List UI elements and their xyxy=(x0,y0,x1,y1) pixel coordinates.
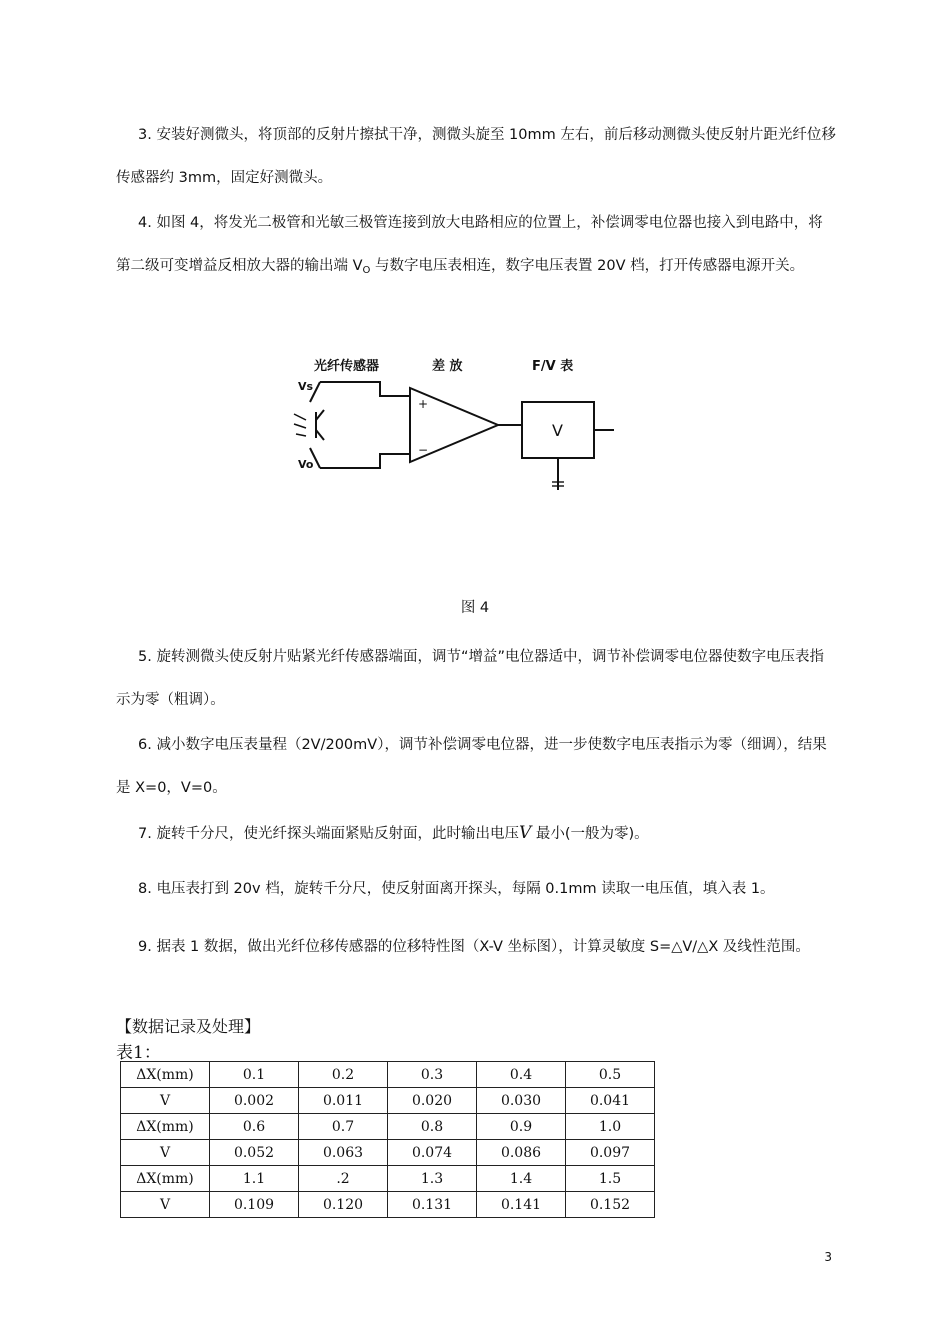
step-5-text: 5. 旋转测微头使反射片贴紧光纤传感器端面，调节“增益”电位器适中，调节补偿调零电位器使数字电压表指示为零（粗调）。 xyxy=(116,649,824,708)
step-7 xyxy=(116,812,836,856)
meter-symbol: V xyxy=(552,421,563,440)
step-7-text-a: 7. 旋转千分尺，使光纤探头端面紧贴反射面，此时输出电压 xyxy=(138,826,519,842)
table-cell: .2 xyxy=(299,1166,388,1192)
amp-minus-sign: − xyxy=(418,443,429,457)
page-number: 3 xyxy=(824,1250,832,1264)
step-3 xyxy=(116,114,836,200)
step-4 xyxy=(116,202,836,292)
label-vs-top: Vs xyxy=(298,380,314,393)
label-fiber-sensor: 光纤传感器 xyxy=(314,359,380,374)
table-row xyxy=(121,1192,655,1218)
table-cell: 0.052 xyxy=(210,1140,299,1166)
step-9 xyxy=(116,926,836,969)
step-6-text: 6. 减小数字电压表量程（2V/200mV），调节补偿调零电位器，进一步使数字电压表指示为零（细调），结果是 X=0，V=0。 xyxy=(116,737,827,796)
table-row xyxy=(121,1062,655,1088)
table-cell: 0.063 xyxy=(299,1140,388,1166)
step-8-text: 8. 电压表打到 20v 档，旋转千分尺，使反射面离开探头，每隔 0.1mm 读取一电压值，填入表 1。 xyxy=(138,881,775,897)
table-cell: 0.030 xyxy=(477,1088,566,1114)
table-label: 表1： xyxy=(116,1043,161,1063)
step-4-text-b: 与数字电压表相连，数字电压表置 20V 档，打开传感器电源开关。 xyxy=(370,258,805,274)
table-row-header: V xyxy=(121,1140,210,1166)
table-cell: 0.1 xyxy=(210,1062,299,1088)
amp-plus-sign: + xyxy=(418,397,429,411)
table-cell: 0.002 xyxy=(210,1088,299,1114)
table-cell: 0.041 xyxy=(566,1088,655,1114)
table-cell: 0.131 xyxy=(388,1192,477,1218)
circuit-diagram xyxy=(280,350,620,500)
table-cell: 0.5 xyxy=(566,1062,655,1088)
label-fv-meter: F/V 表 xyxy=(532,359,574,374)
step-3-text: 3. 安装好测微头，将顶部的反射片擦拭干净，测微头旋至 10mm 左右，前后移动测微头使反射片距光纤位移传感器约 3mm，固定好测微头。 xyxy=(116,127,836,186)
step-7-text xyxy=(116,812,836,856)
table-cell: 0.4 xyxy=(477,1062,566,1088)
vo-subscript: O xyxy=(362,265,371,276)
step-9-text: 9. 据表 1 数据，做出光纤位移传感器的位移特性图（X-V 坐标图），计算灵敏度 S=△V/△X 及线性范围。 xyxy=(138,939,810,955)
table-cell: 1.3 xyxy=(388,1166,477,1192)
table-cell: 1.0 xyxy=(566,1114,655,1140)
table-cell: 0.141 xyxy=(477,1192,566,1218)
table-row xyxy=(121,1166,655,1192)
table-row-header: ΔX(mm) xyxy=(121,1166,210,1192)
data-table xyxy=(120,1061,655,1218)
table-cell: 0.7 xyxy=(299,1114,388,1140)
table-cell: 0.086 xyxy=(477,1140,566,1166)
figure-caption: 图 4 xyxy=(460,600,490,616)
table-cell: 1.4 xyxy=(477,1166,566,1192)
step-5 xyxy=(116,636,836,722)
table-row xyxy=(121,1114,655,1140)
table-cell: 1.5 xyxy=(566,1166,655,1192)
table-cell: 0.6 xyxy=(210,1114,299,1140)
data-section-heading: 【数据记录及处理】 xyxy=(116,1017,261,1036)
table-cell: 0.097 xyxy=(566,1140,655,1166)
step-6 xyxy=(116,724,836,810)
table-cell: 0.020 xyxy=(388,1088,477,1114)
step-4-text-a: 4. 如图 4，将发光二极管和光敏三极管连接到放大电路相应的位置上，补偿调零电位器也接入到电路中，将第二级可变增益反相放大器的输出端 V xyxy=(116,215,823,274)
table-row-header: ΔX(mm) xyxy=(121,1062,210,1088)
label-diff-amp: 差 放 xyxy=(432,359,463,374)
table-row-header: V xyxy=(121,1088,210,1114)
table-row-header: ΔX(mm) xyxy=(121,1114,210,1140)
table-cell: 1.1 xyxy=(210,1166,299,1192)
step-7-text-b: 最小(一般为零)。 xyxy=(531,826,649,842)
table-cell: 0.8 xyxy=(388,1114,477,1140)
table-row xyxy=(121,1088,655,1114)
table-cell: 0.011 xyxy=(299,1088,388,1114)
table-cell: 0.2 xyxy=(299,1062,388,1088)
table-cell: 0.152 xyxy=(566,1192,655,1218)
table-row xyxy=(121,1140,655,1166)
table-cell: 0.109 xyxy=(210,1192,299,1218)
table-cell: 0.3 xyxy=(388,1062,477,1088)
voltage-variable: V xyxy=(518,823,532,843)
step-8 xyxy=(116,868,836,911)
table-cell: 0.120 xyxy=(299,1192,388,1218)
table-cell: 0.9 xyxy=(477,1114,566,1140)
table-cell: 0.074 xyxy=(388,1140,477,1166)
step-4-text xyxy=(116,202,836,292)
label-vs-bottom: Vo xyxy=(298,458,314,471)
table-row-header: V xyxy=(121,1192,210,1218)
